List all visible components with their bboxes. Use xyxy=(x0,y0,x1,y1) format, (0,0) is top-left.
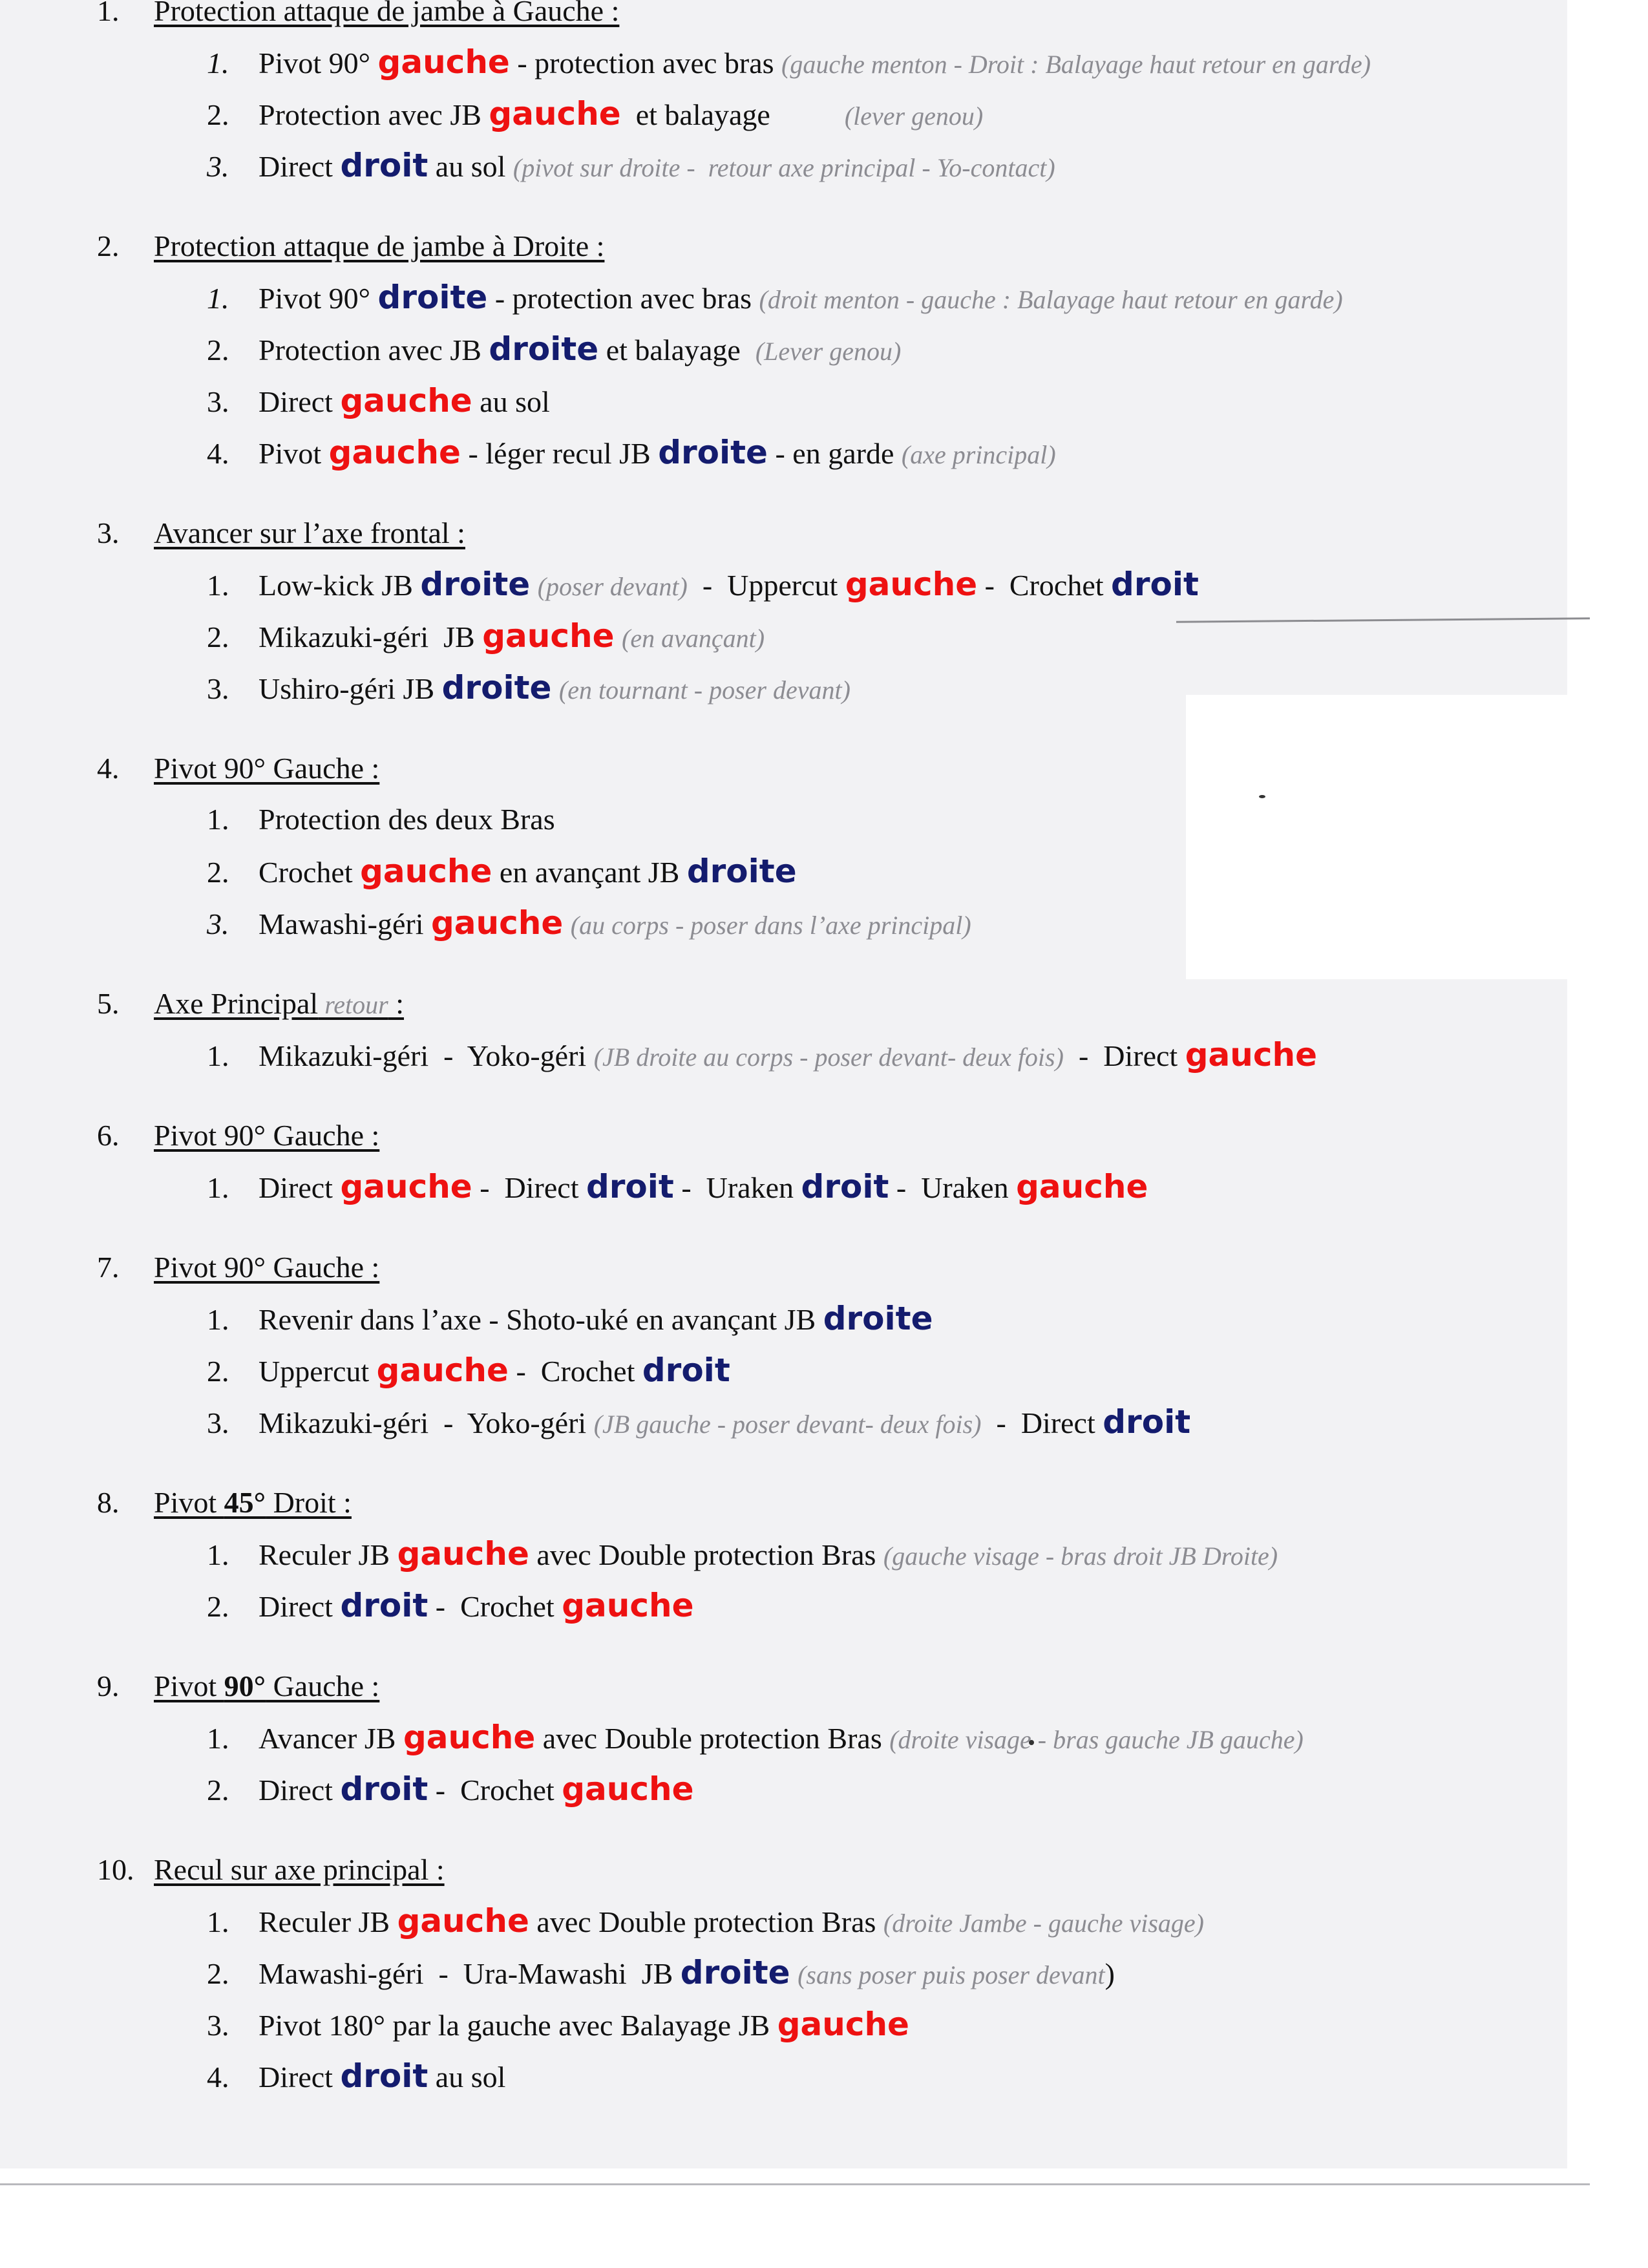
step-item xyxy=(207,427,1551,478)
side-word-gauche: gauche xyxy=(482,617,615,655)
side-word-droit: droite xyxy=(823,1300,933,1337)
step-item xyxy=(207,794,1551,845)
step-item xyxy=(207,1712,1551,1763)
side-word-gauche: gauche xyxy=(430,904,564,942)
step-text xyxy=(259,1396,1190,1450)
step-number: 1. xyxy=(207,47,229,79)
step-number: 3. xyxy=(207,672,229,705)
item-text: - léger recul JB xyxy=(460,437,659,470)
item-text: - Crochet xyxy=(428,1774,562,1807)
item-text: Direct xyxy=(259,385,341,418)
step-text xyxy=(259,662,850,716)
section-title-text: Protection attaque de jambe à Gauche : xyxy=(154,0,620,27)
item-text xyxy=(790,1957,798,1990)
side-word-gauche: gauche xyxy=(328,434,461,471)
step-text xyxy=(259,140,1055,194)
section-heading xyxy=(97,1661,1551,1712)
annotation-note: (JB droite au corps - poser devant- deux fois) xyxy=(593,1043,1064,1072)
step-text xyxy=(259,794,555,845)
step-item xyxy=(207,1580,1551,1631)
annotation-note: (JB gauche - poser devant- deux fois) xyxy=(593,1410,982,1439)
item-text: Mikazuki-géri - Yoko-géri xyxy=(259,1039,594,1072)
item-text: - Direct xyxy=(981,1406,1103,1439)
step-item xyxy=(207,1344,1551,1396)
section-title xyxy=(154,979,404,1030)
item-text: Direct xyxy=(259,150,341,183)
step-item xyxy=(207,1528,1551,1580)
section xyxy=(97,1242,1551,1448)
section-number: 4. xyxy=(97,752,120,785)
annotation-note: (Lever genou) xyxy=(755,337,902,366)
side-word-droit: droit xyxy=(642,1351,730,1389)
step-list xyxy=(207,1528,1551,1631)
step-number: 1. xyxy=(207,803,229,836)
section-title xyxy=(154,221,604,271)
section-title-text: Pivot xyxy=(154,1486,224,1519)
item-text: Ushiro-géri JB xyxy=(259,672,442,705)
step-list xyxy=(207,36,1551,191)
section-number: 1. xyxy=(97,0,120,27)
side-word-droit: droit xyxy=(340,1770,428,1808)
item-text: au sol xyxy=(428,2061,506,2093)
step-item xyxy=(207,323,1551,375)
side-word-droit: droit xyxy=(340,1587,428,1624)
side-word-gauche: gauche xyxy=(562,1770,694,1808)
section-title xyxy=(154,1242,379,1293)
item-text: Revenir dans l’axe - Shoto-uké en avançant JB xyxy=(259,1303,823,1336)
annotation-note: (droit menton - gauche : Balayage haut retour en garde) xyxy=(759,285,1343,314)
side-word-droit: droite xyxy=(680,1954,790,1991)
step-text xyxy=(259,897,971,951)
side-word-droit: droit xyxy=(340,147,428,184)
section-number: 3. xyxy=(97,516,120,549)
section-title-text: : xyxy=(388,987,405,1020)
step-text xyxy=(259,1895,1204,1949)
item-text: - Uraken xyxy=(889,1171,1017,1204)
item-text: - en garde xyxy=(767,437,902,470)
section xyxy=(97,1478,1551,1631)
step-number: 2. xyxy=(207,856,229,889)
side-word-droit: droit xyxy=(801,1168,889,1205)
step-text xyxy=(259,845,797,898)
step-item xyxy=(207,1293,1551,1344)
step-item xyxy=(207,897,1551,949)
side-word-gauche: gauche xyxy=(360,853,492,890)
item-text: - Crochet xyxy=(508,1355,642,1388)
side-word-gauche: gauche xyxy=(377,43,510,81)
section xyxy=(97,1661,1551,1815)
step-text xyxy=(259,2050,505,2103)
section-title xyxy=(154,508,465,558)
step-number: 1. xyxy=(207,1538,229,1571)
section-number: 5. xyxy=(97,987,120,1020)
step-item xyxy=(207,1029,1551,1081)
step-item xyxy=(207,1947,1551,1998)
step-number: 2. xyxy=(207,334,229,366)
step-number: 2. xyxy=(207,620,229,653)
section-title xyxy=(154,1845,445,1895)
side-word-droit: droite xyxy=(441,669,552,706)
step-list xyxy=(207,1029,1551,1081)
item-text: - Direct xyxy=(472,1171,586,1204)
item-text: Protection avec JB xyxy=(259,334,489,366)
step-item xyxy=(207,845,1551,897)
step-text xyxy=(259,1161,1148,1214)
section-title xyxy=(154,1661,379,1712)
section-title-text: Protection attaque de jambe à Droite : xyxy=(154,229,605,262)
item-text: - Uraken xyxy=(673,1171,801,1204)
step-text xyxy=(259,558,1199,613)
side-word-gauche: gauche xyxy=(340,1168,472,1205)
step-number: 1. xyxy=(207,569,229,602)
section-title-text: Recul sur axe principal : xyxy=(154,1853,445,1886)
side-word-gauche: gauche xyxy=(397,1902,529,1940)
step-number: 3. xyxy=(207,1406,229,1439)
step-text xyxy=(259,1712,1304,1766)
item-text: Uppercut xyxy=(259,1355,377,1388)
step-text xyxy=(259,1029,1317,1083)
side-word-gauche: gauche xyxy=(397,1535,529,1573)
annotation-note: (au corps - poser dans l’axe principal) xyxy=(570,911,971,940)
section-heading xyxy=(97,979,1551,1029)
step-item xyxy=(207,1161,1551,1213)
annotation-note: (axe principal) xyxy=(901,440,1056,469)
side-word-gauche: gauche xyxy=(376,1351,509,1389)
step-list xyxy=(207,794,1551,949)
item-text: Crochet xyxy=(259,856,361,889)
item-text: en avançant JB xyxy=(492,856,687,889)
step-text xyxy=(259,1998,909,2051)
step-list xyxy=(207,1895,1551,2102)
side-word-gauche: gauche xyxy=(340,382,472,419)
side-word-droit: droite xyxy=(489,330,599,368)
section-title xyxy=(154,0,619,36)
item-text: - protection avec bras xyxy=(509,47,782,79)
step-item xyxy=(207,558,1551,610)
section-number: 2. xyxy=(97,229,120,262)
step-number: 2. xyxy=(207,1355,229,1388)
item-text xyxy=(551,672,559,705)
section-title-text: Pivot 90° Gauche : xyxy=(154,1119,380,1152)
item-text: Pivot xyxy=(259,437,329,470)
section xyxy=(97,979,1551,1081)
step-item xyxy=(207,271,1551,323)
item-text: Reculer JB xyxy=(259,1905,397,1938)
annotation-note: (en avançant) xyxy=(622,624,765,653)
step-item xyxy=(207,140,1551,191)
section-heading xyxy=(97,508,1551,558)
item-text: - Uppercut xyxy=(687,569,845,602)
item-text: Avancer JB xyxy=(259,1722,403,1755)
step-text xyxy=(259,36,1371,90)
annotation-note: (pivot sur droite - retour axe principal - Yo-contact) xyxy=(512,153,1055,182)
item-text: - Crochet xyxy=(428,1590,562,1623)
section-title-text: Gauche : xyxy=(266,1669,380,1702)
side-word-droit: droite xyxy=(377,279,488,316)
item-text: Protection des deux Bras xyxy=(259,803,555,836)
item-text: - Crochet xyxy=(977,569,1112,602)
annotation-note: retour xyxy=(318,990,388,1019)
item-text: Pivot 180° par la gauche avec Balayage JB xyxy=(259,2009,777,2042)
item-text: Mawashi-géri - Ura-Mawashi JB xyxy=(259,1957,681,1990)
step-number: 2. xyxy=(207,1590,229,1623)
section-number: 9. xyxy=(97,1669,120,1702)
item-text: - protection avec bras xyxy=(487,282,759,315)
side-word-gauche: gauche xyxy=(777,2006,909,2043)
section-number: 10. xyxy=(97,1853,134,1886)
side-word-gauche: gauche xyxy=(845,566,978,603)
section-title-text: Pivot 90° Gauche : xyxy=(154,1251,380,1284)
section-heading xyxy=(97,221,1551,271)
section-number: 8. xyxy=(97,1486,120,1519)
step-text xyxy=(259,1763,694,1816)
item-text: Mikazuki-géri JB xyxy=(259,620,483,653)
item-text: Direct xyxy=(259,1590,341,1623)
annotation-note: (droite visage - bras gauche JB gauche) xyxy=(889,1725,1304,1754)
side-word-droit: droite xyxy=(686,853,797,890)
item-text: Direct xyxy=(259,2061,341,2093)
item-text: Reculer JB xyxy=(259,1538,397,1571)
step-number: 3. xyxy=(207,385,229,418)
step-number: 1. xyxy=(207,1303,229,1336)
step-text xyxy=(259,1528,1278,1582)
item-text: avec Double protection Bras xyxy=(535,1722,890,1755)
step-number: 1. xyxy=(207,282,229,315)
step-text xyxy=(259,610,765,664)
side-word-droit: droit xyxy=(1103,1403,1191,1441)
item-text: Direct xyxy=(259,1774,341,1807)
item-text: Protection avec JB xyxy=(259,98,489,131)
section-heading xyxy=(97,1845,1551,1895)
annotation-note: (sans poser puis poser devant xyxy=(798,1960,1105,1989)
section-heading xyxy=(97,743,1551,794)
annotation-note: (lever genou) xyxy=(844,101,984,131)
annotation-note: (gauche visage - bras droit JB Droite) xyxy=(883,1542,1278,1571)
scan-edge-line xyxy=(0,2183,1590,2185)
side-word-droit: droite xyxy=(658,434,768,471)
step-item xyxy=(207,1998,1551,2050)
annotation-note: (poser devant) xyxy=(537,572,688,601)
section xyxy=(97,508,1551,714)
section xyxy=(97,1845,1551,2102)
step-item xyxy=(207,36,1551,88)
emphasis-text: 90° xyxy=(224,1669,266,1702)
side-word-droit: droit xyxy=(1111,566,1199,603)
annotation-note: (gauche menton - Droit : Balayage haut retour en garde) xyxy=(781,50,1371,79)
item-text: Pivot 90° xyxy=(259,47,378,79)
section-heading xyxy=(97,0,1551,36)
section-title-text: Pivot xyxy=(154,1669,224,1702)
item-text xyxy=(615,620,622,653)
section-heading xyxy=(97,1478,1551,1528)
item-text xyxy=(563,907,571,940)
step-number: 4. xyxy=(207,437,229,470)
item-text: au sol xyxy=(428,150,513,183)
section-number: 6. xyxy=(97,1119,120,1152)
step-number: 2. xyxy=(207,1774,229,1807)
side-word-droit: droit xyxy=(586,1168,674,1205)
section-heading xyxy=(97,1242,1551,1293)
section xyxy=(97,1110,1551,1213)
item-text xyxy=(530,569,538,602)
step-text xyxy=(259,1580,694,1633)
step-number: 3. xyxy=(207,150,229,183)
section xyxy=(97,0,1551,191)
step-number: 2. xyxy=(207,1957,229,1990)
step-list xyxy=(207,1293,1551,1448)
step-number: 1. xyxy=(207,1722,229,1755)
side-word-gauche: gauche xyxy=(562,1587,694,1624)
emphasis-text: 45° xyxy=(224,1486,266,1519)
step-text xyxy=(259,427,1056,481)
section-title-text: Pivot 90° Gauche : xyxy=(154,752,380,785)
step-text xyxy=(259,88,983,142)
section-title-text: Droit : xyxy=(266,1486,352,1519)
item-text: Mawashi-géri xyxy=(259,907,431,940)
section-title xyxy=(154,1110,379,1161)
step-list xyxy=(207,1712,1551,1815)
step-number: 2. xyxy=(207,98,229,131)
step-number: 4. xyxy=(207,2061,229,2093)
side-word-droit: droit xyxy=(340,2057,428,2095)
item-text: Direct xyxy=(259,1171,341,1204)
side-word-gauche: gauche xyxy=(1185,1036,1317,1074)
step-text xyxy=(259,1293,933,1346)
item-text: Low-kick JB xyxy=(259,569,421,602)
step-number: 1. xyxy=(207,1905,229,1938)
section xyxy=(97,221,1551,478)
step-item xyxy=(207,375,1551,427)
step-text xyxy=(259,1344,730,1397)
item-text: - Direct xyxy=(1063,1039,1185,1072)
item-text: au sol xyxy=(472,385,550,418)
step-text xyxy=(259,323,901,377)
section-title xyxy=(154,743,379,794)
step-list xyxy=(207,1161,1551,1213)
annotation-note: (droite Jambe - gauche visage) xyxy=(883,1909,1205,1938)
step-number: 1. xyxy=(207,1171,229,1204)
step-list xyxy=(207,558,1551,714)
item-text: ) xyxy=(1104,1957,1115,1990)
step-item xyxy=(207,1396,1551,1448)
step-item xyxy=(207,2050,1551,2102)
section xyxy=(97,743,1551,949)
side-word-gauche: gauche xyxy=(403,1719,536,1756)
step-text xyxy=(259,271,1343,326)
section-heading xyxy=(97,1110,1551,1161)
section-number: 7. xyxy=(97,1251,120,1284)
side-word-gauche: gauche xyxy=(1016,1168,1148,1205)
step-item xyxy=(207,610,1551,662)
item-text: et balayage xyxy=(620,98,845,131)
side-word-droit: droite xyxy=(420,566,531,603)
item-text: et balayage xyxy=(598,334,755,366)
step-list xyxy=(207,271,1551,478)
step-item xyxy=(207,1763,1551,1815)
step-number: 3. xyxy=(207,907,229,940)
section-title-text: Avancer sur l’axe frontal : xyxy=(154,516,465,549)
step-text xyxy=(259,1947,1115,2001)
step-text xyxy=(259,375,550,428)
step-item xyxy=(207,1895,1551,1947)
step-number: 3. xyxy=(207,2009,229,2042)
item-text: avec Double protection Bras xyxy=(529,1538,883,1571)
section-title-text: Axe Principal xyxy=(154,987,319,1020)
step-number: 1. xyxy=(207,1039,229,1072)
step-item xyxy=(207,662,1551,714)
step-item xyxy=(207,88,1551,140)
side-word-gauche: gauche xyxy=(489,95,621,132)
item-text: avec Double protection Bras xyxy=(529,1905,883,1938)
annotation-note: (en tournant - poser devant) xyxy=(558,675,850,705)
item-text: Mikazuki-géri - Yoko-géri xyxy=(259,1406,594,1439)
item-text: Pivot 90° xyxy=(259,282,378,315)
section-title xyxy=(154,1478,352,1528)
kata-sequence-list xyxy=(97,0,1551,2132)
